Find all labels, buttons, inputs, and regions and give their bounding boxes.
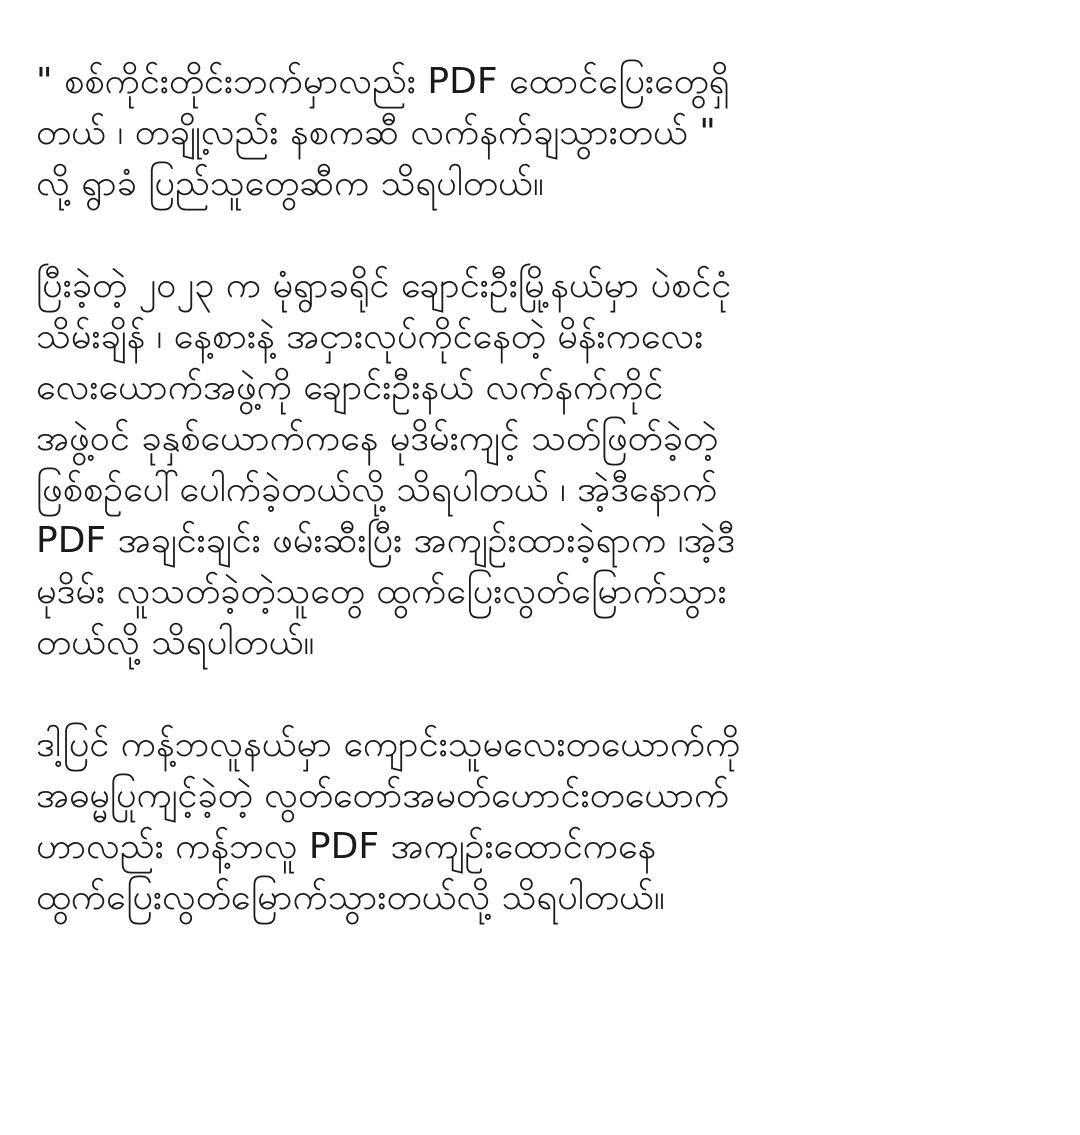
- paragraph-3: [36, 719, 1056, 923]
- paragraph-1: [36, 56, 1056, 209]
- text-line: လို့ ရွာခံ ပြည်သူတွေဆီက သိရပါတယ်။: [36, 163, 544, 204]
- article-body: [36, 56, 1056, 923]
- text-line: PDF အချင်းချင်း ဖမ်းဆီးပြီး အကျဉ်းထားခဲ့ရာက ၊အဲ့ဒီ: [36, 520, 736, 561]
- paragraph-2: [36, 260, 1056, 668]
- text-line: လေးယောက်အဖွဲ့ကို ချောင်းဦးနယ် လက်နက်ကိုင်: [36, 367, 664, 408]
- text-line: အဖွဲ့ဝင် ခုနှစ်ယောက်ကနေ မုဒိမ်းကျင့် သတ်ဖြတ်ခဲ့တဲ့: [36, 418, 718, 459]
- text-line: ထွက်ပြေးလွတ်မြောက်သွားတယ်လို့ သိရပါတယ်။: [36, 877, 665, 918]
- text-line: တယ်လို့ သိရပါတယ်။: [36, 622, 315, 663]
- text-line: " စစ်ကိုင်းတိုင်းဘက်မှာလည်း PDF ထောင်ပြေးတွေရှိ: [36, 61, 730, 102]
- text-line: အဓမ္မပြုကျင့်ခဲ့တဲ့ လွတ်တော်အမတ်ဟောင်းတယောက်: [36, 775, 730, 816]
- text-line: တယ် ၊ တချို့လည်း နစကဆီ လက်နက်ချသွားတယ် ": [36, 112, 716, 153]
- text-line: ဟာလည်း ကန့်ဘလူ PDF အကျဉ်းထောင်ကနေ: [36, 826, 657, 867]
- text-line: သိမ်းချိန် ၊ နေ့စားနဲ့ အငှားလုပ်ကိုင်နေတဲ့ မိန်းကလေး: [36, 316, 704, 357]
- text-line: ဖြစ်စဉ်ပေါ်ပေါက်ခဲ့တယ်လို့ သိရပါတယ် ၊ အဲ့ဒီနောက်: [36, 469, 718, 510]
- text-line: မုဒိမ်း လူသတ်ခဲ့တဲ့သူတွေ ထွက်ပြေးလွတ်မြောက်သွား: [36, 571, 727, 612]
- text-line: ပြီးခဲ့တဲ့ ၂၀၂၃ က မုံရွာခရိုင် ချောင်းဦးမြို့နယ်မှာ ပဲစင်ငုံ: [36, 265, 732, 306]
- text-line: ဒါ့ပြင် ကန့်ဘလူနယ်မှာ ကျောင်းသူမလေးတယောက်ကို: [36, 724, 741, 765]
